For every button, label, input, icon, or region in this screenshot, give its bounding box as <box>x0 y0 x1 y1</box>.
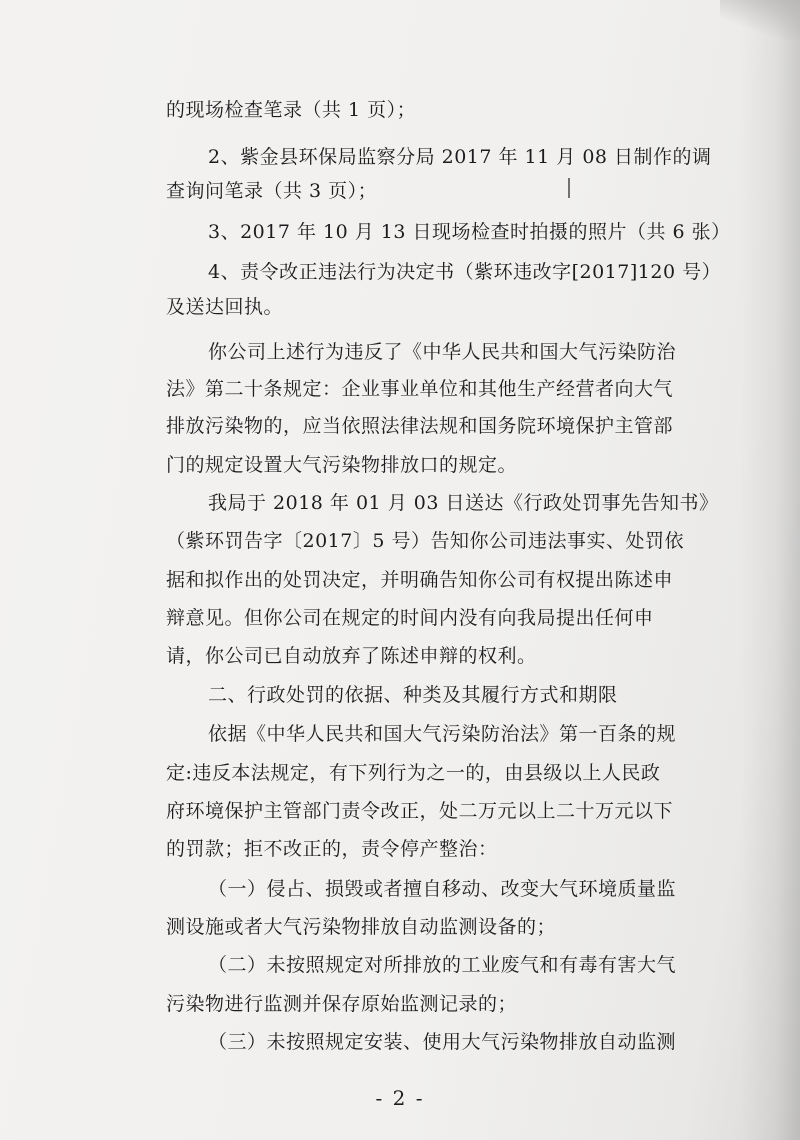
paper-corner-shadow <box>720 0 800 40</box>
text-line: 的罚款；拒不改正的，责令停产整治： <box>166 838 498 860</box>
text-line: 府环境保护主管部门责令改正，处二万元以上二十万元以下 <box>166 800 674 822</box>
page-number: - 2 - <box>375 1086 425 1110</box>
section-heading: 二、行政处罚的依据、种类及其履行方式和期限 <box>208 684 618 706</box>
text-line: （二）未按照规定对所排放的工业废气和有毒有害大气 <box>208 954 677 976</box>
text-line: 定:违反本法规定，有下列行为之一的，由县级以上人民政 <box>166 762 661 784</box>
text-line: 我局于 2018 年 01 月 03 日送达《行政处罚事先告知书》 <box>208 492 719 514</box>
pen-mark <box>568 178 570 198</box>
text-line: 法》第二十条规定：企业事业单位和其他生产经营者向大气 <box>166 378 674 400</box>
text-line: 查询问笔录（共 3 页）； <box>166 180 378 202</box>
text-line: 门的规定设置大气污染物排放口的规定。 <box>166 454 518 476</box>
text-line: 2、紫金县环保局监察分局 2017 年 11 月 08 日制作的调 <box>208 146 712 168</box>
text-line: 你公司上述行为违反了《中华人民共和国大气污染防治 <box>208 341 677 363</box>
text-line: 据和拟作出的处罚决定，并明确告知你公司有权提出陈述申 <box>166 569 674 591</box>
text-line: 请，你公司已自动放弃了陈述申辩的权利。 <box>166 645 537 667</box>
text-line: 污染物进行监测并保存原始监测记录的； <box>166 993 518 1015</box>
paper-fold-shadow <box>740 0 800 1140</box>
text-line: 依据《中华人民共和国大气污染防治法》第一百条的规 <box>208 723 677 745</box>
text-line: 4、责令改正违法行为决定书（紫环违改字[2017]120 号） <box>208 261 722 283</box>
text-line: 辩意见。但你公司在规定的时间内没有向我局提出任何申 <box>166 607 654 629</box>
text-line: 及送达回执。 <box>166 296 284 318</box>
text-line: 排放污染物的，应当依照法律法规和国务院环境保护主管部 <box>166 415 674 437</box>
text-line: （紫环罚告字〔2017〕5 号）告知你公司违法事实、处罚依 <box>166 530 684 552</box>
text-line: 测设施或者大气污染物排放自动监测设备的； <box>166 916 557 938</box>
text-line: （一）侵占、损毁或者擅自移动、改变大气环境质量监 <box>208 878 677 900</box>
text-line: 的现场检查笔录（共 1 页）； <box>166 99 417 121</box>
text-line: （三）未按照规定安装、使用大气污染物排放自动监测 <box>208 1031 677 1053</box>
text-line: 3、2017 年 10 月 13 日现场检查时拍摄的照片（共 6 张） <box>208 221 731 243</box>
